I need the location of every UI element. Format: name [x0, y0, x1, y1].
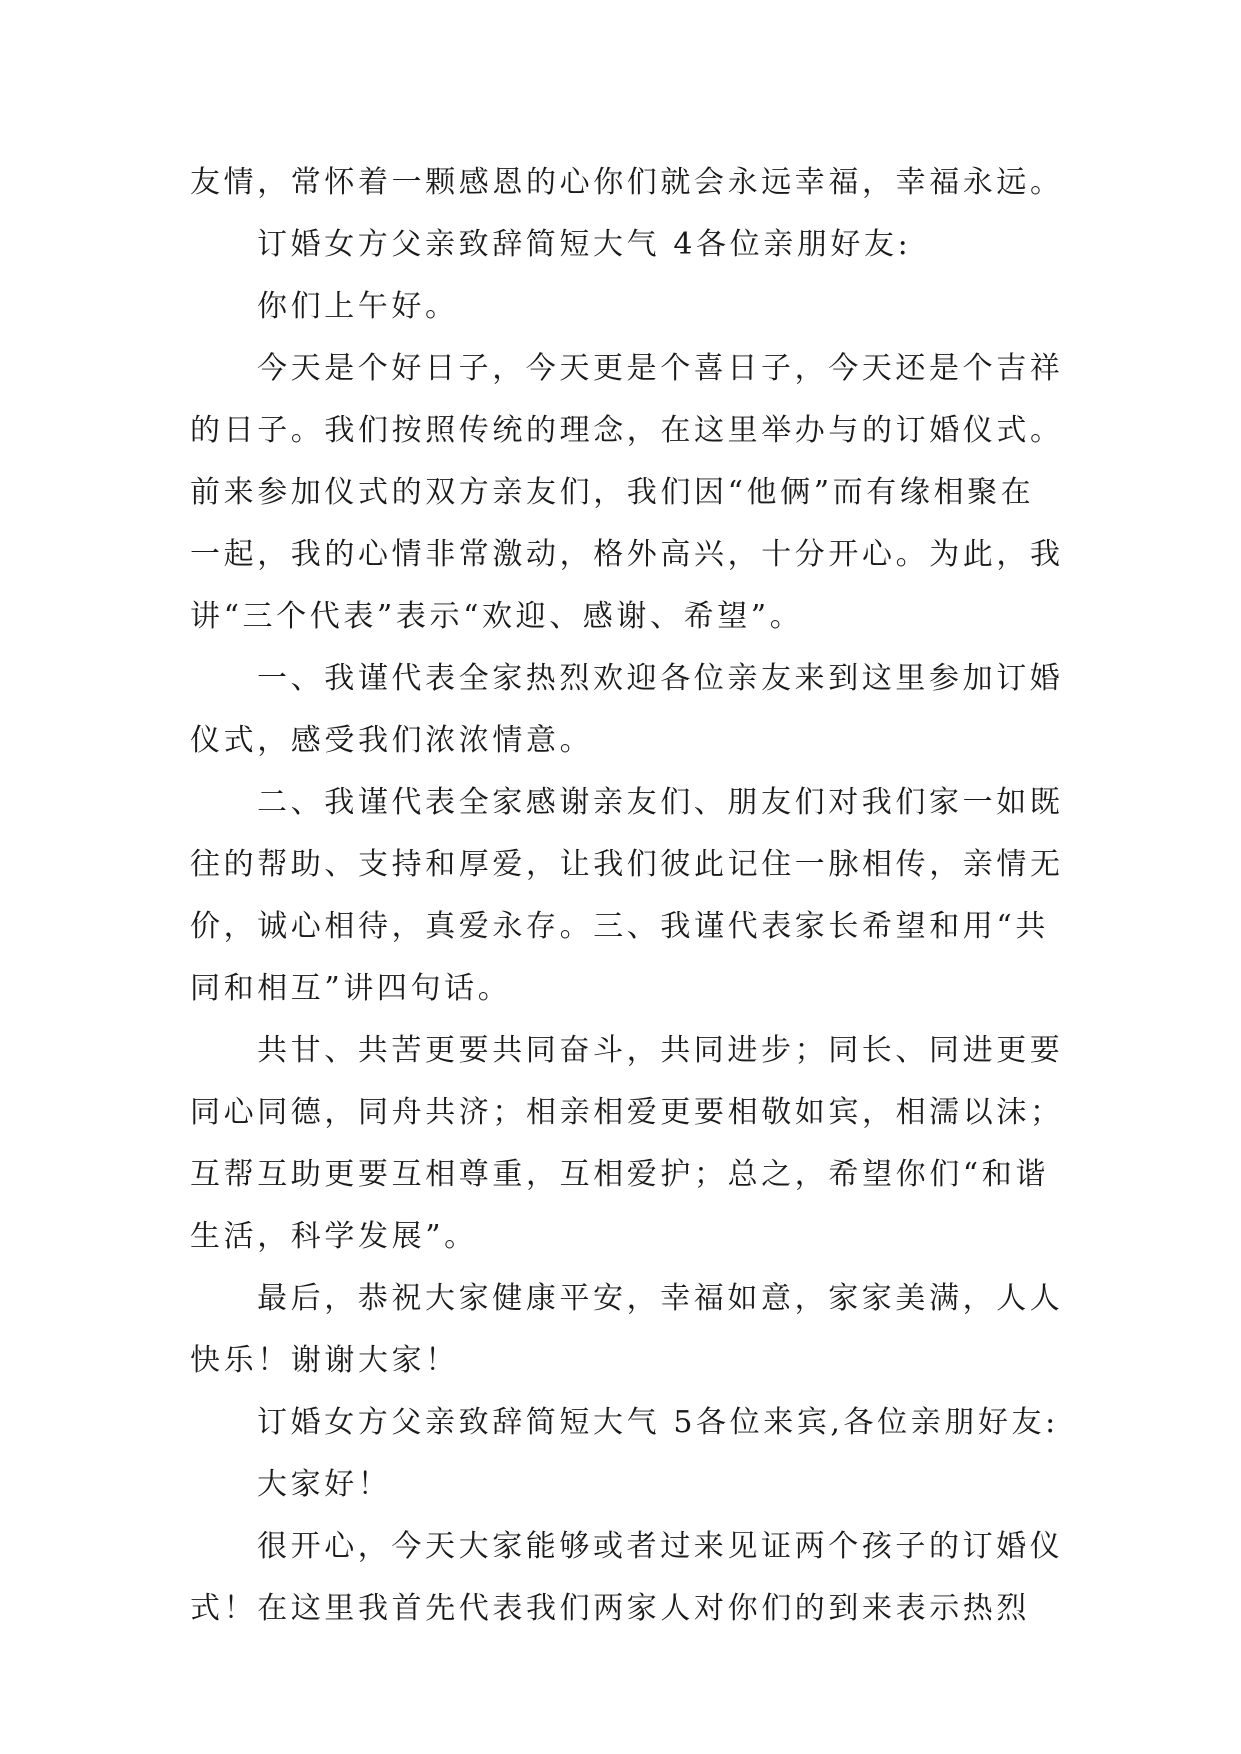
text-line: 生活，科学发展”。: [190, 1219, 478, 1254]
text-line: 的日子。我们按照传统的理念，在这里举办与的订婚仪式。: [190, 413, 1064, 448]
document-body: [190, 152, 1064, 1640]
text-line: 今天是个好日子，今天更是个喜日子，今天还是个吉祥: [257, 351, 1064, 386]
text-line: 价，诚心相待，真爱永存。三、我谨代表家长希望和用“共: [190, 909, 1049, 944]
text-line: 同和相互”讲四句话。: [190, 971, 512, 1006]
text-line: 式！在这里我首先代表我们两家人对你们的到来表示热烈: [190, 1591, 1030, 1626]
text-line: 快乐！谢谢大家！: [190, 1343, 459, 1378]
text-line: 一、我谨代表全家热烈欢迎各位亲友来到这里参加订婚: [257, 661, 1064, 696]
text-line: 最后，恭祝大家健康平安，幸福如意，家家美满，人人: [257, 1281, 1064, 1316]
text-line: 一起，我的心情非常激动，格外高兴，十分开心。为此，我: [190, 537, 1064, 572]
text-line: 你们上午好。: [257, 289, 459, 324]
text-line: 订婚女方父亲致辞简短大气 5各位来宾,各位亲朋好友:: [257, 1405, 1059, 1440]
text-line: 很开心，今天大家能够或者过来见证两个孩子的订婚仪: [257, 1529, 1064, 1564]
text-line: 大家好！: [257, 1467, 392, 1502]
text-line: 互帮互助更要互相尊重，互相爱护；总之，希望你们“和谐: [190, 1157, 1049, 1192]
text-line: 仪式，感受我们浓浓情意。: [190, 723, 594, 758]
text-line: 讲“三个代表”表示“欢迎、感谢、希望”。: [190, 599, 804, 634]
text-line: 共甘、共苦更要共同奋斗，共同进步；同长、同进更要: [257, 1033, 1064, 1068]
text-line: 订婚女方父亲致辞简短大气 4各位亲朋好友:: [257, 227, 912, 262]
text-line: 前来参加仪式的双方亲友们，我们因“他俩”而有缘相聚在: [190, 475, 1035, 510]
text-line: 同心同德，同舟共济；相亲相爱更要相敬如宾，相濡以沫；: [190, 1095, 1064, 1130]
text-line: 二、我谨代表全家感谢亲友们、朋友们对我们家一如既: [257, 785, 1064, 820]
text-line: 友情，常怀着一颗感恩的心你们就会永远幸福，幸福永远。: [190, 165, 1064, 200]
text-line: 往的帮助、支持和厚爱，让我们彼此记住一脉相传，亲情无: [190, 847, 1064, 882]
